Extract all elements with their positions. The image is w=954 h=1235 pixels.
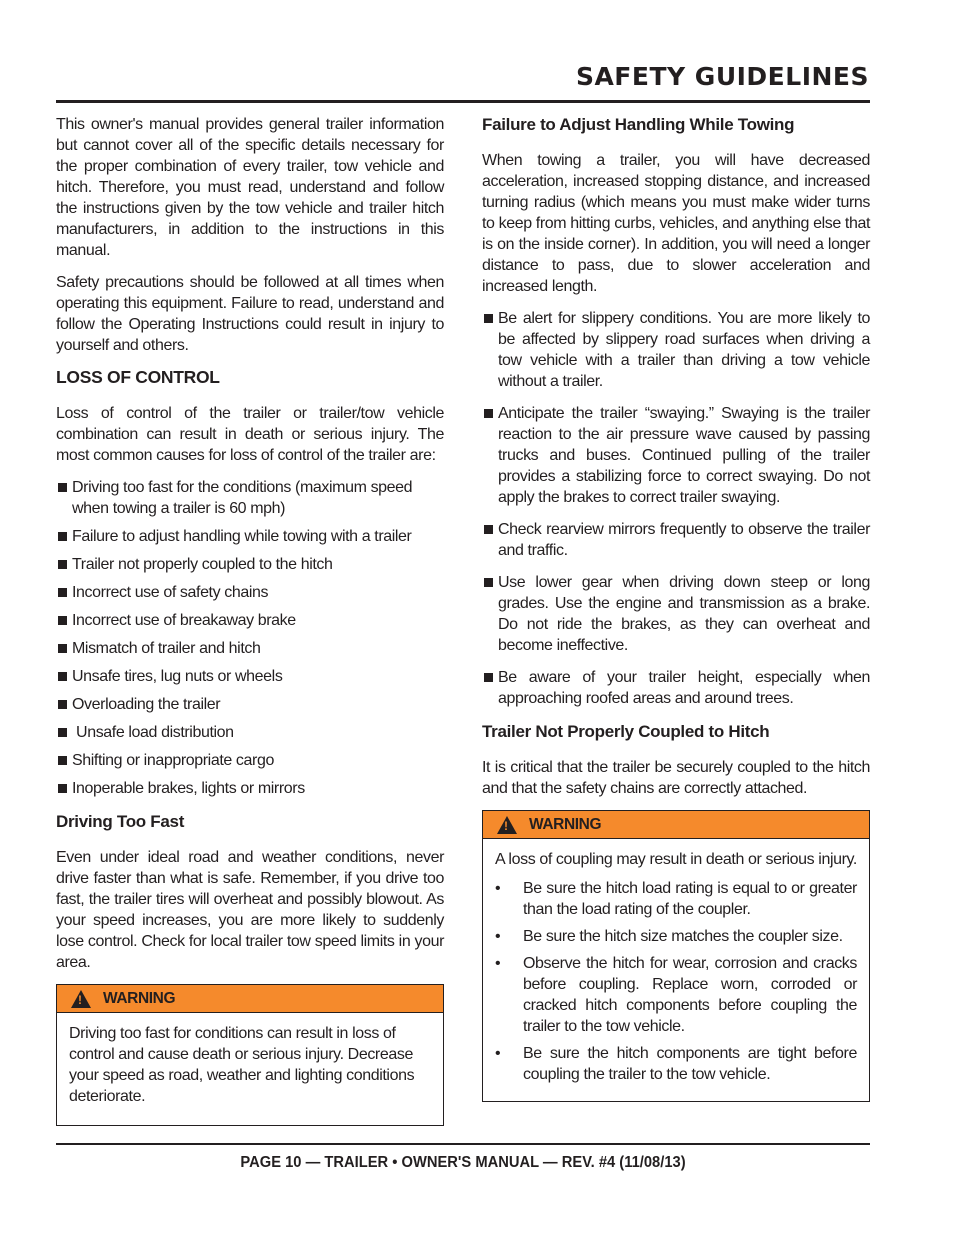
page-title: SAFETY GUIDELINES <box>575 62 869 91</box>
coupling-list <box>495 878 857 1085</box>
list-item: Incorrect use of breakaway brake <box>56 610 444 631</box>
loss-of-control-heading: LOSS OF CONTROL <box>56 367 220 387</box>
warning-body <box>57 1013 443 1125</box>
warning-text: A loss of coupling may result in death or serious injury. <box>495 851 857 868</box>
driving-too-fast-heading: Driving Too Fast <box>56 812 185 831</box>
warning-box <box>482 810 870 1102</box>
list-item: Unsafe load distribution <box>56 722 444 743</box>
intro-paragraph: This owner's manual provides general trailer information but cannot cover all of the specific details necessary for the proper combination of every trailer, tow vehicle and hitch. Therefore, you must read, understand and follow the instructions given by the tow vehicle and trailer hitch manufacturers, in addition to the instructions in this manual. <box>56 116 444 259</box>
driving-too-fast-text: Even under ideal road and weather conditions, never drive faster than what is safe. Remember, if you drive too fast, the trailer tires will overheat and possibly blowout. As your speed increases, you are more likely to suddenly lose control. Check for local trailer tow speed limits in your area. <box>56 849 444 971</box>
list-item: • Be sure the hitch components are tight before coupling the trailer to the tow vehicle. <box>495 1043 857 1085</box>
list-item: • Be sure the hitch load rating is equal to or greater than the load rating of the coupler. <box>495 878 857 920</box>
list-item: Mismatch of trailer and hitch <box>56 638 444 659</box>
list-item: Check rearview mirrors frequently to observe the trailer and traffic. <box>482 519 870 561</box>
causes-list <box>56 477 444 799</box>
warning-label: WARNING <box>103 990 176 1007</box>
warning-box <box>56 984 444 1126</box>
list-item: Driving too fast for the conditions (maximum speed when towing a trailer is 60 mph) <box>56 477 444 519</box>
warning-header <box>57 985 443 1013</box>
warning-header <box>483 811 869 839</box>
towing-tips-list <box>482 308 870 709</box>
list-item: Use lower gear when driving down steep or long grades. Use the engine and transmission as a brake. Do not ride the brakes, as they can overheat and become ineffective. <box>482 572 870 656</box>
page-footer: PAGE 10 — TRAILER • OWNER'S MANUAL — REV. #4 (11/08/13) <box>240 1154 686 1171</box>
trailer-not-coupled-heading: Trailer Not Properly Coupled to Hitch <box>482 722 770 741</box>
list-item: Failure to adjust handling while towing with a trailer <box>56 526 444 547</box>
intro-paragraph: Safety precautions should be followed at all times when operating this equipment. Failure to read, understand and follow the Operating Instructions could result in injury to yourself and others. <box>56 274 444 354</box>
list-item: Trailer not properly coupled to the hitch <box>56 554 444 575</box>
warning-triangle-icon: ! <box>71 990 91 1008</box>
left-column <box>56 114 444 1126</box>
loss-of-control-text: Loss of control of the trailer or trailer/tow vehicle combination can result in death or serious injury. The most common causes for loss of control of the trailer are: <box>56 405 444 464</box>
right-column <box>482 114 870 1102</box>
failure-to-adjust-heading: Failure to Adjust Handling While Towing <box>482 115 795 134</box>
list-item: • Observe the hitch for wear, corrosion and cracks before coupling. Replace worn, corroded or cracked hitch components before coupling the trailer to the tow vehicle. <box>495 953 857 1037</box>
trailer-not-coupled-text: It is critical that the trailer be securely coupled to the hitch and that the safety chains are correctly attached. <box>482 759 870 797</box>
warning-label: WARNING <box>529 816 602 833</box>
list-item: Shifting or inappropriate cargo <box>56 750 444 771</box>
top-rule <box>56 100 870 103</box>
list-item: Overloading the trailer <box>56 694 444 715</box>
failure-to-adjust-text: When towing a trailer, you will have decreased acceleration, increased stopping distance, and increased turning radius (which means you must make wider turns to keep from hitting curbs, vehicles, and anything else that is on the inside corner). In addition, you will need a longer distance to pass, due to slower acceleration and increased length. <box>482 152 870 295</box>
list-item: Incorrect use of safety chains <box>56 582 444 603</box>
bottom-rule <box>56 1143 870 1145</box>
list-item: Be aware of your trailer height, especially when approaching roofed areas and around trees. <box>482 667 870 709</box>
list-item: • Be sure the hitch size matches the coupler size. <box>495 926 857 947</box>
list-item: Anticipate the trailer “swaying.” Swaying is the trailer reaction to the air pressure wave caused by passing trucks and buses. Continued pulling of the trailer provides a stabilizing force to correct swaying. Do not apply the brakes to correct trailer swaying. <box>482 403 870 508</box>
list-item: Unsafe tires, lug nuts or wheels <box>56 666 444 687</box>
list-item: Inoperable brakes, lights or mirrors <box>56 778 444 799</box>
list-item: Be alert for slippery conditions. You are more likely to be affected by slippery road surfaces when driving a tow vehicle with a trailer than driving a tow vehicle without a trailer. <box>482 308 870 392</box>
warning-triangle-icon: ! <box>497 816 517 834</box>
warning-body <box>483 839 869 1101</box>
warning-text: Driving too fast for conditions can result in loss of control and cause death or serious injury. Decrease your speed as road, weather and lighting conditions deteriorate. <box>69 1025 415 1105</box>
